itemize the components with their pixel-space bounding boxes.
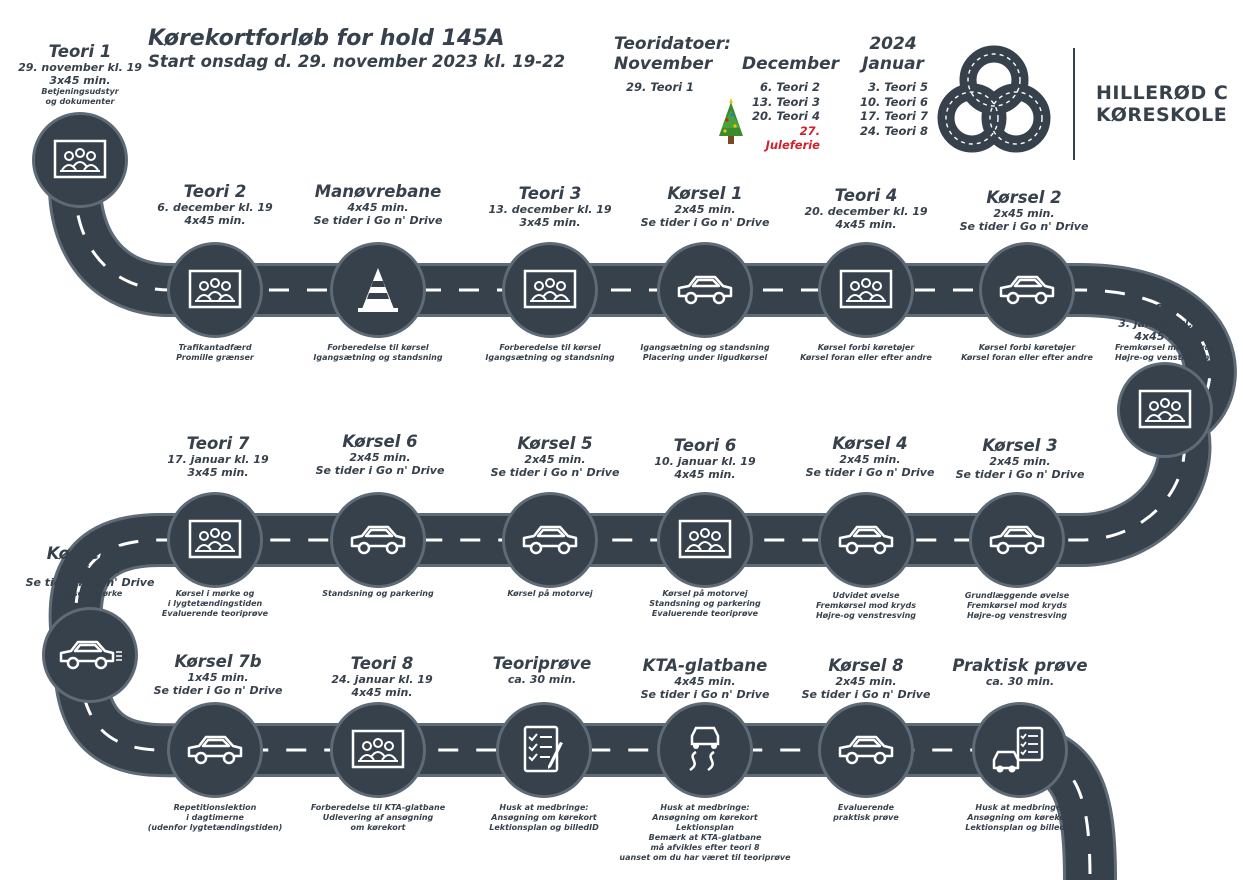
description-line: Promille grænser [176, 353, 254, 362]
classroom-icon [838, 268, 894, 312]
description-line: Udlevering af ansøgning [322, 813, 434, 822]
step-detail: 4x45 min. [351, 686, 413, 699]
step-note: Fremkørsel mod kryds [1115, 343, 1215, 352]
classroom-icon [187, 268, 243, 312]
description-line: Ansøgning om kørekort [967, 813, 1073, 822]
description-line: må afvikles efter teori 8 [650, 843, 760, 852]
description-line: Udvidet øvelse [832, 591, 900, 600]
description-line: Lektionsplan [676, 823, 734, 832]
step-description-teoriprøve [454, 803, 634, 833]
step-node-kørsel-8 [818, 702, 914, 798]
step-node-kørsel-3 [969, 492, 1065, 588]
step-label-teori-1 [0, 42, 170, 107]
step-detail: 29. november kl. 19 [18, 61, 142, 74]
date-item: 10. Teori 6 [859, 94, 928, 109]
step-title: Teori 3 [518, 184, 582, 203]
description-line: Repetitionslektion [173, 803, 257, 812]
step-node-kørsel-2 [979, 242, 1075, 338]
step-label-kørsel-2 [934, 188, 1114, 233]
description-line: Standsning og parkering [649, 599, 761, 608]
date-item: 13. Teori 3 [751, 94, 820, 109]
step-label-teori-3 [460, 184, 640, 229]
month-december: December [742, 54, 840, 74]
step-description-teori-4 [776, 343, 956, 363]
step-label-kørsel-1 [615, 184, 795, 229]
step-node-teori-6 [657, 492, 753, 588]
classroom-icon [52, 138, 108, 182]
step-title: Teori 5 [1133, 298, 1197, 317]
date-item: 17. Teori 7 [859, 109, 928, 123]
description-line: Lektionsplan og billedID [965, 823, 1075, 832]
step-description-teori-6 [615, 589, 795, 619]
description-line: Husk at medbringe: [660, 803, 750, 812]
step-node-manøvrebane [330, 242, 426, 338]
description-line: Placering under ligudkørsel [642, 353, 768, 362]
step-note: Kørsel i mørke [57, 589, 123, 598]
step-detail: 2x45 min. [835, 675, 897, 688]
description-line: Evaluerende teoriprøve [651, 609, 759, 618]
step-detail: 4x45 min. [1134, 330, 1196, 343]
description-line: Forberedelse til KTA-glatbane [310, 803, 446, 812]
step-detail: Se tider i Go n' Drive [955, 468, 1085, 481]
description-line: Fremkørsel mod kryds [967, 601, 1067, 610]
step-note: Højre-og venstresving [1114, 353, 1216, 362]
step-label-teori-2 [125, 182, 305, 227]
step-title: Teori 8 [350, 654, 414, 673]
step-title: Kørsel 7b [174, 652, 262, 671]
description-line: Forberedelse til kørsel [499, 343, 601, 352]
step-label-kørsel-5 [465, 434, 645, 479]
christmas-tree-icon [716, 98, 746, 148]
step-detail: Se tider i Go n' Drive [315, 464, 445, 477]
step-label-teori-8 [292, 654, 472, 699]
classroom-icon [522, 268, 578, 312]
description-line: praktisk prøve [833, 813, 899, 822]
date-item-holiday: 27. Juleferie [765, 123, 820, 152]
step-label-kørsel-4 [780, 434, 960, 479]
car-icon [520, 522, 580, 558]
date-item: 3. Teori 5 [867, 80, 928, 94]
page-subtitle: Start onsdag d. 29. november 2023 kl. 19-22 [148, 52, 566, 71]
classroom-icon [677, 518, 733, 562]
step-detail: 13. december kl. 19 [488, 203, 612, 216]
step-detail: 2x45 min. [524, 453, 586, 466]
step-title: Teori 6 [673, 436, 737, 455]
step-description-kørsel-1 [615, 343, 795, 363]
step-node-praktisk-prøve [972, 702, 1068, 798]
description-line: (udenfor lygtetændingstiden) [147, 823, 283, 832]
step-detail: Se tider i Go n' Drive [959, 220, 1089, 233]
description-line: Standsning og parkering [322, 589, 434, 598]
step-node-kørsel-7b [167, 702, 263, 798]
description-line: Husk at medbringe: [975, 803, 1065, 812]
knot-logo-icon [936, 40, 1052, 156]
step-detail: 1x45 min. [59, 563, 121, 576]
step-detail: 4x45 min. [835, 218, 897, 231]
step-description-teori-3 [460, 343, 640, 363]
date-item: 24. Teori 8 [859, 123, 928, 138]
car-icon [987, 522, 1047, 558]
description-line: Evaluerende [837, 803, 895, 812]
car-headlight-icon [57, 637, 123, 673]
car-icon [836, 732, 896, 768]
car-icon [836, 522, 896, 558]
classroom-icon [187, 518, 243, 562]
step-detail: ca. 30 min. [507, 673, 577, 686]
description-line: Evaluerende teoriprøve [161, 609, 269, 618]
description-line: om kørekort [350, 823, 406, 832]
description-line: Igangsætning og standsning [313, 353, 443, 362]
step-detail: Se tider i Go n' Drive [153, 684, 283, 697]
step-label-kørsel-7b [128, 652, 308, 697]
step-node-teori-7 [167, 492, 263, 588]
step-node-teori-4 [818, 242, 914, 338]
step-node-kta-glatbane [657, 702, 753, 798]
step-detail: 17. januar kl. 19 [167, 453, 269, 466]
car-icon [348, 522, 408, 558]
step-label-manøvrebane [288, 182, 468, 227]
dates-december [742, 54, 842, 153]
car-checklist-icon [990, 724, 1050, 776]
car-icon [185, 732, 245, 768]
step-detail: 4x45 min. [347, 201, 409, 214]
step-node-teori-2 [167, 242, 263, 338]
step-detail: 2x45 min. [349, 451, 411, 464]
step-detail: Se tider i Go n' Drive [490, 466, 620, 479]
header-title-block [148, 26, 565, 72]
step-description-kørsel-7b [125, 803, 305, 833]
step-title: Kørsel 7a [46, 544, 134, 563]
step-detail: 2x45 min. [839, 453, 901, 466]
description-line: Husk at medbringe: [499, 803, 589, 812]
step-title: Kørsel 3 [982, 436, 1058, 455]
step-node-kørsel-5 [502, 492, 598, 588]
step-title: KTA-glatbane [642, 656, 768, 675]
step-title: Teoriprøve [492, 654, 592, 673]
description-line: Kørsel på motorvej [662, 589, 748, 598]
date-item: 6. Teori 2 [759, 80, 820, 94]
step-node-teori-1 [32, 112, 128, 208]
step-detail: 4x45 min. [184, 214, 246, 227]
brand-name [1096, 82, 1228, 126]
description-line: Kørsel foran eller efter andre [800, 353, 932, 362]
description-line: uanset om du har været til teoriprøve [619, 853, 791, 862]
description-line: Bemærk at KTA-glatbane [648, 833, 762, 842]
step-node-kørsel-1 [657, 242, 753, 338]
car-icon [997, 272, 1057, 308]
step-label-teori-4 [776, 186, 956, 231]
step-detail: Se tider i Go n' Drive [640, 216, 770, 229]
step-title: Teori 4 [834, 186, 898, 205]
checklist-icon [517, 723, 571, 777]
dates-label: Teoridatoer: [614, 34, 731, 54]
dates-november [614, 34, 731, 95]
step-title: Kørsel 5 [517, 434, 593, 453]
step-detail: 2x45 min. [989, 455, 1051, 468]
dates-january [858, 34, 928, 138]
description-line: Ansøgning om kørekort [491, 813, 597, 822]
step-description-kørsel-5 [460, 589, 640, 599]
step-label-teoriprøve [452, 654, 632, 686]
brand-line2: KØRESKOLE [1096, 104, 1228, 126]
step-description-manøvrebane [288, 343, 468, 363]
step-note: Betjeningsudstyr [41, 87, 119, 96]
step-label-kørsel-7a [0, 544, 180, 599]
step-title: Praktisk prøve [952, 656, 1088, 675]
step-note: og dokumenter [45, 97, 115, 106]
step-detail: 3x45 min. [519, 216, 581, 229]
step-node-teoriprøve [496, 702, 592, 798]
description-line: Kørsel forbi køretøjer [817, 343, 915, 352]
date-item: 20. Teori 4 [751, 109, 820, 123]
car-icon [675, 272, 735, 308]
description-line: Fremkørsel mod kryds [816, 601, 916, 610]
logo-divider [1073, 48, 1075, 160]
description-line: Kørsel foran eller efter andre [961, 353, 1093, 362]
month-november: November [614, 54, 713, 74]
step-title: Kørsel 6 [342, 432, 418, 451]
step-detail: 3x45 min. [49, 74, 111, 87]
step-description-teori-8 [288, 803, 468, 833]
step-detail: Se tider i Go n' Drive [805, 466, 935, 479]
step-description-praktisk-prøve [930, 803, 1110, 833]
step-detail: 1x45 min. [187, 671, 249, 684]
description-line: Forberedelse til kørsel [327, 343, 429, 352]
skid-car-icon [678, 722, 732, 778]
step-detail: 20. december kl. 19 [804, 205, 928, 218]
step-label-kørsel-6 [290, 432, 470, 477]
step-node-kørsel-6 [330, 492, 426, 588]
step-detail: 3x45 min. [187, 466, 249, 479]
step-node-teori-5 [1117, 362, 1213, 458]
step-detail: 2x45 min. [993, 207, 1055, 220]
step-node-teori-8 [330, 702, 426, 798]
step-title: Kørsel 2 [986, 188, 1062, 207]
step-node-kørsel-4 [818, 492, 914, 588]
description-line: Igangsætning og standsning [485, 353, 615, 362]
month-january: Januar [862, 54, 924, 74]
step-title: Teori 2 [183, 182, 247, 201]
step-detail: 3. januar kl. 19 [1118, 317, 1212, 330]
step-title: Kørsel 8 [828, 656, 904, 675]
step-detail: 4x45 min. [674, 468, 736, 481]
step-detail: 10. januar kl. 19 [654, 455, 756, 468]
description-line: Kørsel forbi køretøjer [978, 343, 1076, 352]
step-detail: Se tider i Go n' Drive [640, 688, 770, 701]
description-line: i lygtetændingstiden [167, 599, 263, 608]
step-description-teori-2 [125, 343, 305, 363]
step-title: Teori 7 [186, 434, 250, 453]
traffic-cone-icon [356, 265, 400, 315]
description-line: Kørsel på motorvej [507, 589, 593, 598]
step-node-teori-3 [502, 242, 598, 338]
classroom-icon [1137, 388, 1193, 432]
step-detail: 6. december kl. 19 [157, 201, 273, 214]
description-line: Igangsætning og standsning [640, 343, 770, 352]
description-line: Højre-og venstresving [815, 611, 917, 620]
description-line: Trafikantadfærd [178, 343, 252, 352]
step-title: Teori 1 [48, 42, 112, 61]
step-detail: 2x45 min. [674, 203, 736, 216]
step-detail: 24. januar kl. 19 [331, 673, 433, 686]
step-label-teori-7 [128, 434, 308, 479]
description-line: Ansøgning om kørekort [652, 813, 758, 822]
description-line: Højre-og venstresving [966, 611, 1068, 620]
classroom-icon [350, 728, 406, 772]
description-line: Kørsel i mørke og [175, 589, 255, 598]
step-title: Kørsel 4 [832, 434, 908, 453]
step-detail: Se tider i Go n' Drive [801, 688, 931, 701]
page-title: Kørekortforløb for hold 145A [148, 26, 505, 51]
step-detail: Se tider i Go n' Drive [313, 214, 443, 227]
step-description-kørsel-8 [776, 803, 956, 823]
step-node-kørsel-7a [42, 607, 138, 703]
step-title: Kørsel 1 [667, 184, 743, 203]
step-description-kørsel-4 [776, 591, 956, 621]
step-detail: 4x45 min. [674, 675, 736, 688]
step-description-kørsel-6 [288, 589, 468, 599]
step-label-teori-5 [1075, 298, 1243, 363]
step-detail: ca. 30 min. [985, 675, 1055, 688]
description-line: i dagtimerne [186, 813, 244, 822]
step-description-kta-glatbane [615, 803, 795, 863]
description-line: Grundlæggende øvelse [964, 591, 1070, 600]
step-title: Manøvrebane [314, 182, 442, 201]
description-line: Lektionsplan og billedID [489, 823, 599, 832]
brand-line1: HILLERØD C [1096, 82, 1229, 104]
date-item: 29. Teori 1 [626, 80, 695, 94]
step-detail: Se tider i Go n' Drive [25, 576, 155, 589]
step-label-kørsel-8 [776, 656, 956, 701]
step-label-praktisk-prøve [930, 656, 1110, 688]
step-label-kta-glatbane [615, 656, 795, 701]
year-2024: 2024 [869, 34, 917, 54]
